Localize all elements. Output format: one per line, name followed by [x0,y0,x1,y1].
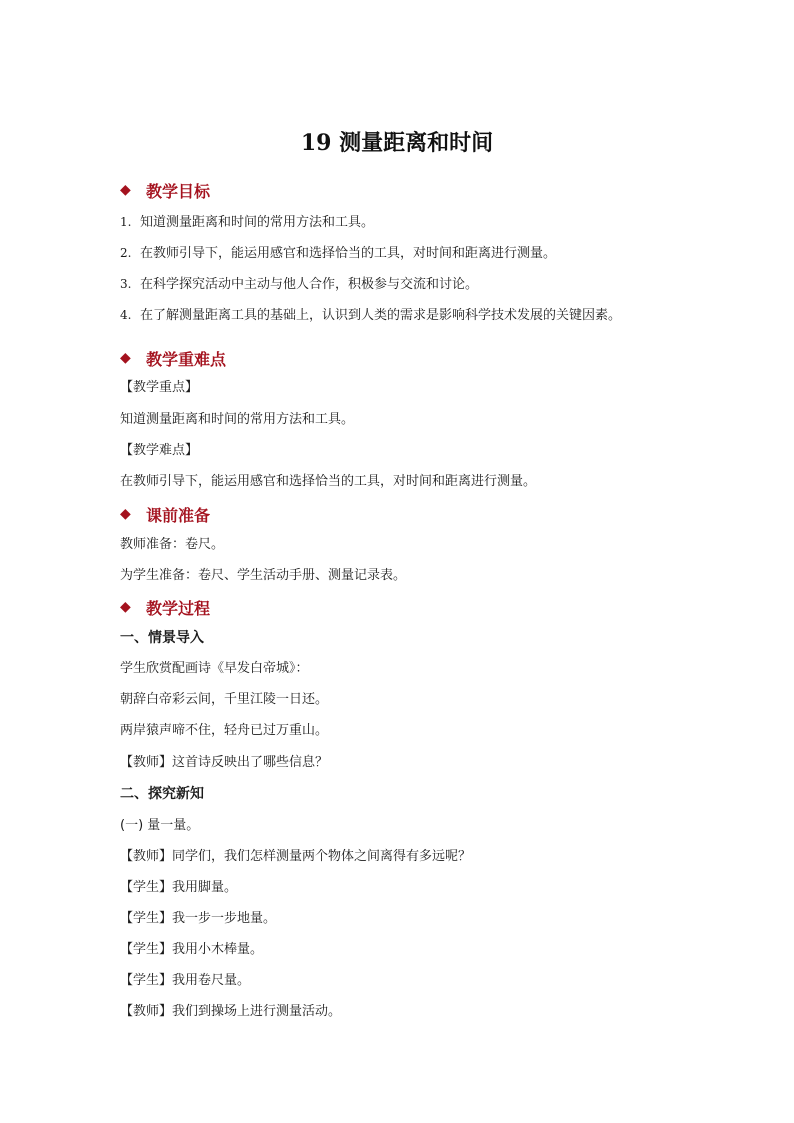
objective-item [120,274,478,295]
objective-text: 在了解测量距离工具的基础上，认识到人类的需求是影响科学技术发展的关键因素。 [140,308,622,323]
student-preparation: 为学生准备：卷尺、学生活动手册、测量记录表。 [120,568,407,583]
objective-number: 4. [120,308,132,322]
page-title: 19 测量距离和时间 [300,130,494,156]
section-heading-text: 教学目标 [146,181,211,201]
paragraph-line: 【教师】同学们，我们怎样测量两个物体之间离得有多远呢？ [120,849,472,864]
objective-text: 知道测量距离和时间的常用方法和工具。 [140,215,375,230]
teacher-preparation: 教师准备：卷尺。 [120,537,225,552]
difficult-point-label: 【教学难点】 [120,443,199,458]
key-point-label: 【教学重点】 [120,380,199,395]
subsection-title: 一、情景导入 [120,630,204,646]
diamond-bullet-icon: ◆ [120,182,131,198]
paragraph-line: 朝辞白帝彩云间，千里江陵一日还。 [120,692,329,707]
section-heading-process [120,594,210,620]
objective-text: 在教师引导下，能运用感官和选择恰当的工具，对时间和距离进行测量。 [140,246,557,261]
paragraph-line: 【学生】我用小木棒量。 [120,942,264,957]
objective-item [120,212,374,233]
objective-number: 3. [120,277,132,291]
paragraph-line: 【教师】我们到操场上进行测量活动。 [120,1004,342,1019]
paragraph-line: 学生欣赏配画诗《早发白帝城》： [120,661,309,676]
section-heading-text: 课前准备 [146,505,211,525]
paragraph-line: 两岸猿声啼不住，轻舟已过万重山。 [120,723,329,738]
section-heading-text: 教学过程 [146,598,211,618]
diamond-bullet-icon: ◆ [120,506,131,522]
objective-number: 2. [120,246,132,260]
section-heading-preparation [120,501,210,527]
diamond-bullet-icon: ◆ [120,599,131,615]
objective-number: 1. [120,215,132,229]
diamond-bullet-icon: ◆ [120,350,131,366]
paragraph-line: 【学生】我一步一步地量。 [120,911,277,926]
paragraph-line: 【教师】这首诗反映出了哪些信息？ [120,755,329,770]
key-point-text: 知道测量距离和时间的常用方法和工具。 [120,412,355,427]
objective-item [120,305,621,326]
paragraph-line: (一) 量一量。 [120,818,200,833]
paragraph-line: 【学生】我用卷尺量。 [120,973,251,988]
section-heading-objectives [120,177,210,203]
section-heading-text: 教学重难点 [146,349,227,369]
difficult-point-text: 在教师引导下，能运用感官和选择恰当的工具，对时间和距离进行测量。 [120,474,537,489]
paragraph-line: 【学生】我用脚量。 [120,880,238,895]
objective-text: 在科学探究活动中主动与他人合作，积极参与交流和讨论。 [140,277,479,292]
objective-item [120,243,556,264]
subsection-title: 二、探究新知 [120,786,204,802]
section-heading-key-points [120,345,226,371]
